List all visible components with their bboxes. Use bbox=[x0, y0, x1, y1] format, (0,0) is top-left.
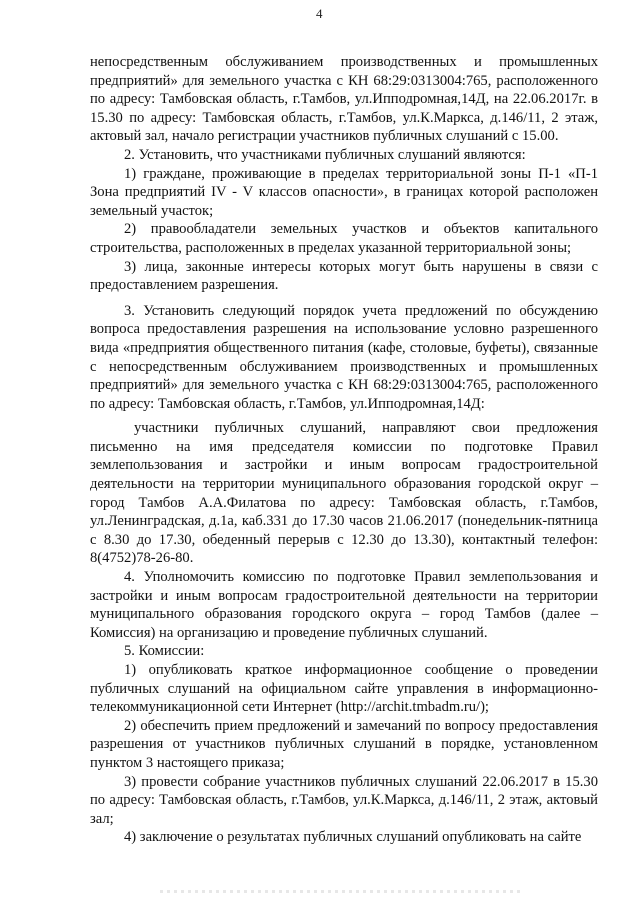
paragraph-subitem-5-3: 3) провести собрание участников публичных слушаний 22.06.2017 в 15.30 по адресу: Тамбовская область, г.Тамбов, ул.К.Маркса, д.146/11, 2 этаж, актовый зал; bbox=[90, 773, 598, 827]
scan-artifact bbox=[160, 890, 520, 893]
page-number: 4 bbox=[316, 6, 323, 21]
paragraph-subitem-2-1: 1) граждане, проживающие в пределах территориальной зоны П-1 «П-1 Зона предприятий IV - V классов опасности», в границах которой расположен земельный участок; bbox=[90, 165, 598, 219]
paragraph-subitem-5-2: 2) обеспечить прием предложений и замечаний по вопросу предоставления разрешения от участников публичных слушаний в порядке, установленном пунктом 3 настоящего приказа; bbox=[90, 717, 598, 771]
document-body bbox=[90, 53, 598, 847]
paragraph-subitem-5-4: 4) заключение о результатах публичных слушаний опубликовать на сайте bbox=[124, 829, 582, 846]
paragraph-item-2: 2. Установить, что участниками публичных слушаний являются: bbox=[124, 146, 526, 163]
paragraph-item-3: 3. Установить следующий порядок учета предложений по обсуждению вопроса предоставления разрешения на использование условно разрешенного вида «предприятия общественного питания (кафе, столовые, буфеты), связанные с непосредственным обслуживанием производственных и промышленных предприятий» для земельного участка с КН 68:29:0313004:765, расположенного по адресу: Тамбовская область, г.Тамбов, ул.Ипподромная,14Д: bbox=[90, 302, 598, 412]
paragraph-subitem-5-1: 1) опубликовать краткое информационное сообщение о проведении публичных слушаний на официальном сайте управления в информационно-телекоммуникационной сети Интернет (http://archit.tmbadm.ru/); bbox=[90, 662, 598, 716]
paragraph-item-4: 4. Уполномочить комиссию по подготовке Правил землепользования и застройки и иным вопросам градостроительной деятельности на территории муниципального образования городского округа – город Тамбов (далее – Комиссия) на организацию и проведение публичных слушаний. bbox=[90, 569, 598, 641]
paragraph-continuation: непосредственным обслуживанием производственных и промышленных предприятий» для земельного участка с КН 68:29:0313004:765, расположенного по адресу: Тамбовская область, г.Тамбов, ул.Ипподромная,14Д, на 22.06.2017г. в 15.30 по адресу: Тамбовская область, г.Тамбов, ул.К.Маркса, д.146/11, 2 этаж, актовый зал, начало регистрации участников публичных слушаний с 15.00. bbox=[90, 54, 598, 145]
paragraph-item-3-procedure: участники публичных слушаний, направляют свои предложения письменно на имя председателя комиссии по подготовке Правил землепользования и застройки и иным вопросам градостроительной деятельности на территории муниципального образования городской округ – город Тамбов А.А.Филатова по адресу: Тамбовская область, г.Тамбов, ул.Ленинградская, д.1а, каб.331 до 17.30 часов 21.06.2017 (понедельник-пятница с 8.30 до 17.30, обеденный перерыв с 12.30 до 13.30), контактный телефон: 8(4752)78-26-80. bbox=[90, 420, 598, 567]
paragraph-subitem-2-2: 2) правообладатели земельных участков и объектов капитального строительства, расположенных в пределах указанной территориальной зоны; bbox=[90, 221, 598, 256]
paragraph-item-5: 5. Комиссии: bbox=[124, 643, 205, 660]
paragraph-subitem-2-3: 3) лица, законные интересы которых могут быть нарушены в связи с предоставлением разрешения. bbox=[90, 258, 598, 294]
